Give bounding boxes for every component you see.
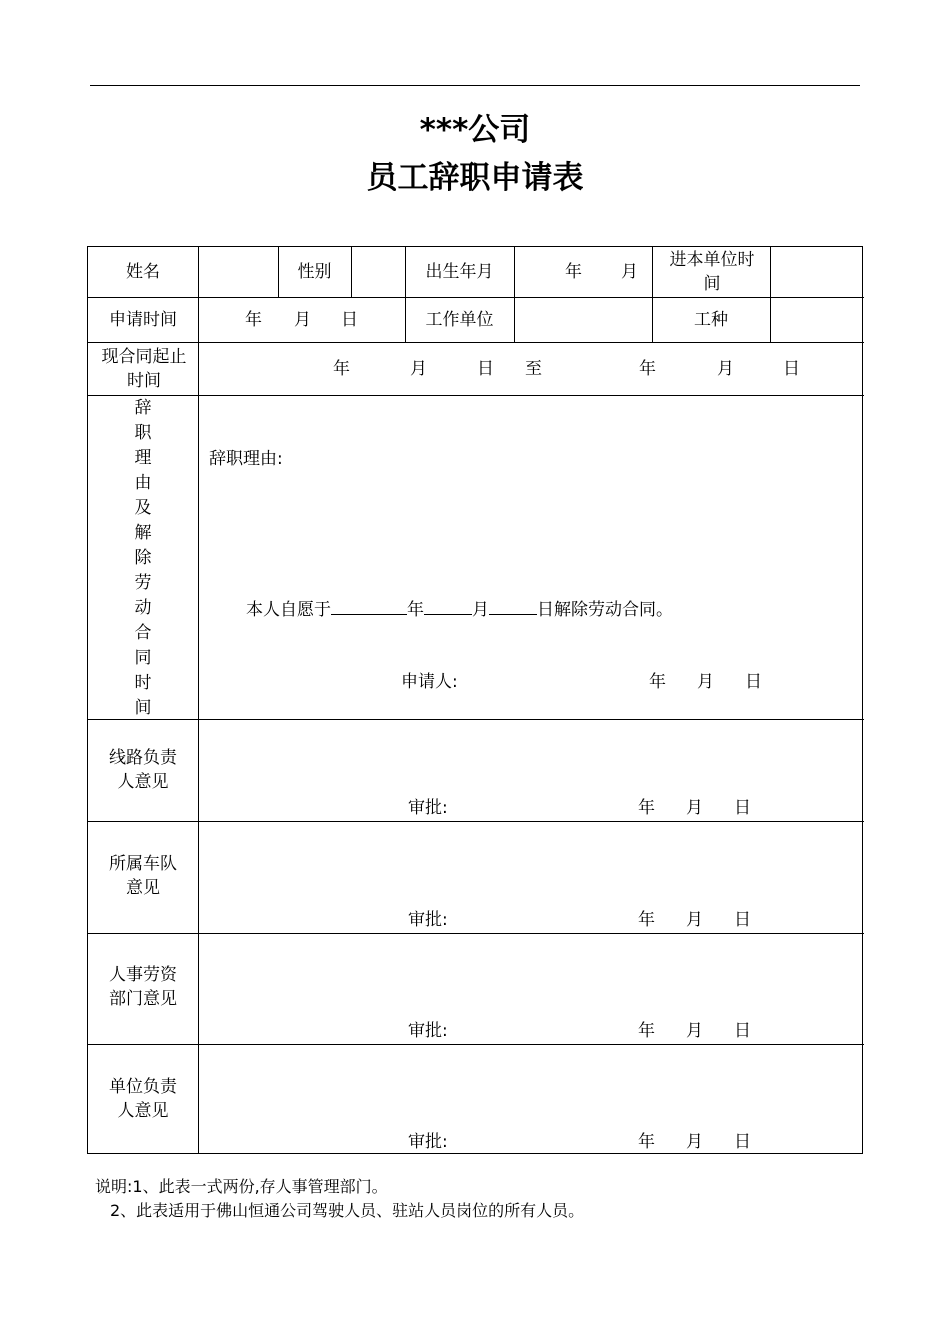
apply-month-unit: 月	[294, 310, 311, 330]
join-date-label: 进本单位时间	[669, 250, 755, 294]
header-rule	[90, 85, 860, 86]
route-manager-year: 年	[638, 798, 655, 818]
unit-head-day: 日	[734, 1132, 751, 1152]
reason-label: 辞职理由:	[209, 449, 283, 469]
route-manager-approve: 审批:	[408, 798, 448, 818]
unit-head-opinion-field[interactable]	[199, 1045, 861, 1125]
apply-day-unit: 日	[341, 310, 358, 330]
name-label: 姓名	[126, 262, 160, 282]
hr-approve: 审批:	[408, 1021, 448, 1041]
name-field[interactable]	[199, 248, 277, 296]
fleet-opinion-label: 所属车队意见	[109, 854, 177, 898]
contract-to-day: 日	[783, 359, 800, 379]
statement-year-blank[interactable]	[331, 596, 407, 615]
apply-time-label: 申请时间	[109, 310, 177, 330]
apply-year-unit: 年	[245, 310, 262, 330]
contract-from-year: 年	[333, 359, 350, 379]
unit-head-opinion-label: 单位负责人意见	[109, 1077, 177, 1121]
hr-opinion-label: 人事劳资部门意见	[109, 965, 177, 1009]
applicant-year: 年	[649, 672, 666, 692]
fleet-year: 年	[638, 910, 655, 930]
job-type-field[interactable]	[771, 298, 861, 341]
gender-label: 性别	[297, 262, 332, 282]
route-manager-opinion-field[interactable]	[199, 720, 861, 790]
note-line-2: 2、此表适用于佛山恒通公司驾驶人员、驻站人员岗位的所有人员。	[110, 1201, 585, 1220]
hr-month: 月	[686, 1021, 703, 1041]
birth-label: 出生年月	[425, 262, 494, 282]
contract-to-month: 月	[717, 359, 734, 379]
route-manager-month: 月	[686, 798, 703, 818]
birth-month-unit: 月	[621, 262, 638, 282]
hr-opinion-field[interactable]	[199, 934, 861, 1014]
contract-period-label: 现合同起止时间	[101, 347, 187, 391]
company-title: ***公司	[419, 112, 531, 148]
voluntary-statement: 本人自愿于 年 月 日解除劳动合同。	[246, 596, 673, 622]
work-unit-label: 工作单位	[425, 310, 494, 330]
applicant-label: 申请人:	[401, 672, 458, 692]
unit-head-year: 年	[638, 1132, 655, 1152]
contract-from-month: 月	[410, 359, 427, 379]
fleet-approve: 审批:	[408, 910, 448, 930]
reason-field[interactable]	[199, 475, 861, 595]
birth-year-unit: 年	[565, 262, 582, 282]
form-title: 员工辞职申请表	[366, 160, 584, 196]
job-type-label: 工种	[694, 310, 728, 330]
resignation-form-table	[87, 246, 863, 1154]
join-date-field[interactable]	[771, 248, 861, 296]
contract-from-day: 日	[477, 359, 494, 379]
hr-year: 年	[638, 1021, 655, 1041]
fleet-day: 日	[734, 910, 751, 930]
unit-head-month: 月	[686, 1132, 703, 1152]
unit-head-approve: 审批:	[408, 1132, 448, 1152]
note-line-1: 说明:1、此表一式两份,存人事管理部门。	[95, 1177, 388, 1196]
hr-day: 日	[734, 1021, 751, 1041]
fleet-month: 月	[686, 910, 703, 930]
work-unit-field[interactable]	[515, 298, 651, 341]
statement-day-blank[interactable]	[489, 596, 537, 615]
contract-to: 至	[525, 359, 542, 379]
route-manager-day: 日	[734, 798, 751, 818]
applicant-month: 月	[697, 672, 714, 692]
applicant-day: 日	[745, 672, 762, 692]
route-manager-opinion-label: 线路负责人意见	[109, 748, 177, 792]
resignation-side-label: 辞 职 理 由 及 解 除 劳 动 合 同 时 间	[134, 398, 152, 718]
contract-to-year: 年	[639, 359, 656, 379]
statement-month-blank[interactable]	[424, 596, 472, 615]
gender-field[interactable]	[352, 248, 404, 296]
fleet-opinion-field[interactable]	[199, 822, 861, 902]
